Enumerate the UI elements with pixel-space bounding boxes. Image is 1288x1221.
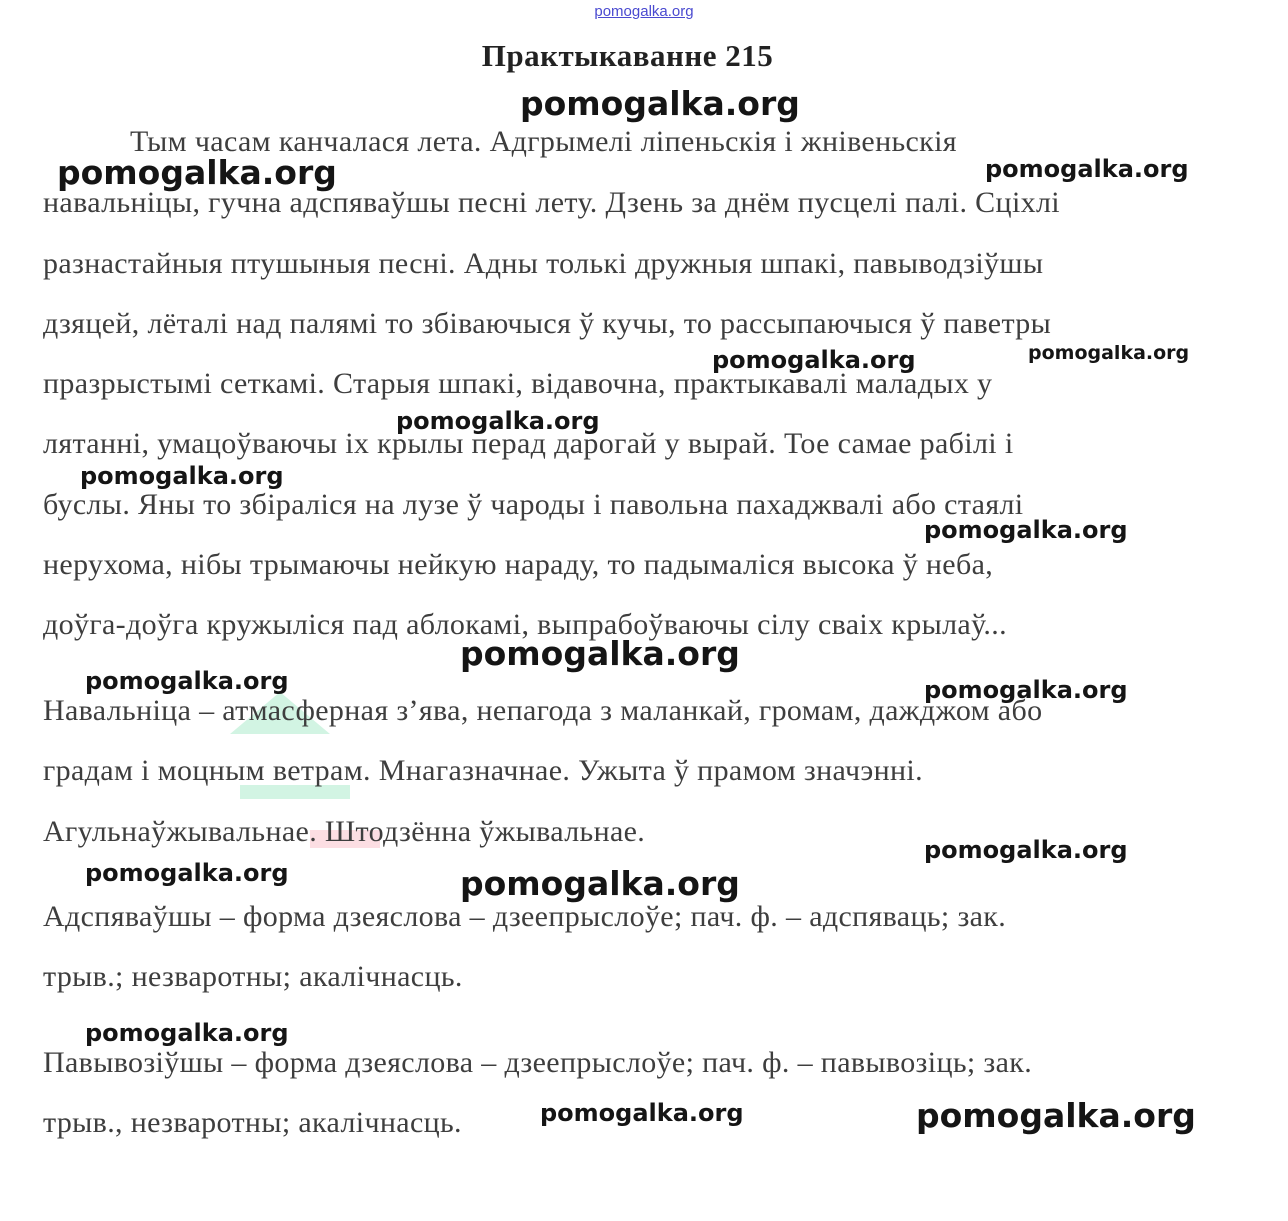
watermark: pomogalka.org <box>57 153 337 192</box>
watermark: pomogalka.org <box>712 346 916 374</box>
watermark: pomogalka.org <box>396 407 600 435</box>
watermark: pomogalka.org <box>916 1096 1196 1135</box>
text-line: буслы. Яны то збіраліся на лузе ў чароды і павольна пахаджвалі або стаялі <box>43 488 1024 521</box>
text-line: трыв., незваротны; акалічнасць. <box>43 1106 462 1139</box>
text-line: навальніцы, гучна адспяваўшы песні лету. Дзень за днём пусцелі палі. Сціхлі <box>43 186 1060 219</box>
text-line: Агульнаўжывальнае. Штодзённа ўжывальнае. <box>43 815 646 848</box>
text-line: празрыстымі сеткамі. Старыя шпакі, відавочна, практыкавалі маладых у <box>43 367 993 400</box>
text-line: Павывозіўшы – форма дзеяслова – дзеепрыслоўе; пач. ф. – павывозіць; зак. <box>43 1046 1033 1079</box>
watermark: pomogalka.org <box>85 859 289 887</box>
text-line: нерухома, нібы трымаючы нейкую нараду, то падымаліся высока ў неба, <box>43 548 994 581</box>
watermark: pomogalka.org <box>924 676 1128 704</box>
text-line: разнастайныя птушыныя песні. Адны толькі дружныя шпакі, павыводзіўшы <box>43 247 1044 280</box>
watermark: pomogalka.org <box>924 516 1128 544</box>
watermark: pomogalka.org <box>520 84 800 123</box>
watermark: pomogalka.org <box>460 864 740 903</box>
text-line: Тым часам канчалася лета. Адгрымелі ліпеньскія і жнівеньскія <box>130 125 957 158</box>
watermark: pomogalka.org <box>80 462 284 490</box>
text-line: дзяцей, лёталі над палямі то збіваючыся ў кучы, то рассыпаючыся ў паветры <box>43 307 1052 340</box>
text-line: доўга-доўга кружыліся пад аблокамі, выпрабоўваючы сілу сваіх крылаў... <box>43 608 1007 641</box>
site-link[interactable]: pomogalka.org <box>594 3 694 20</box>
page-title: Практыкаванне 215 <box>481 38 774 73</box>
text-line: градам і моцным ветрам. Мнагазначнае. Ужыта ў прамом значэнні. <box>43 754 923 787</box>
watermark: pomogalka.org <box>85 667 289 695</box>
watermark: pomogalka.org <box>540 1099 744 1127</box>
watermark: pomogalka.org <box>85 1019 289 1047</box>
text-line: трыв.; незваротны; акалічнасць. <box>43 960 463 993</box>
watermark: pomogalka.org <box>924 836 1128 864</box>
watermark: pomogalka.org <box>985 155 1189 183</box>
text-line: Адспяваўшы – форма дзеяслова – дзеепрыслоўе; пач. ф. – адспяваць; зак. <box>43 900 1007 933</box>
watermark: pomogalka.org <box>1028 342 1190 364</box>
watermark: pomogalka.org <box>460 634 740 673</box>
text-line: Навальніца – атмасферная з’ява, непагода з маланкай, громам, дажджом або <box>43 694 1043 727</box>
text-line: лятанні, умацоўваючы іх крылы перад дарогай у вырай. Тое самае рабілі і <box>43 427 1014 460</box>
